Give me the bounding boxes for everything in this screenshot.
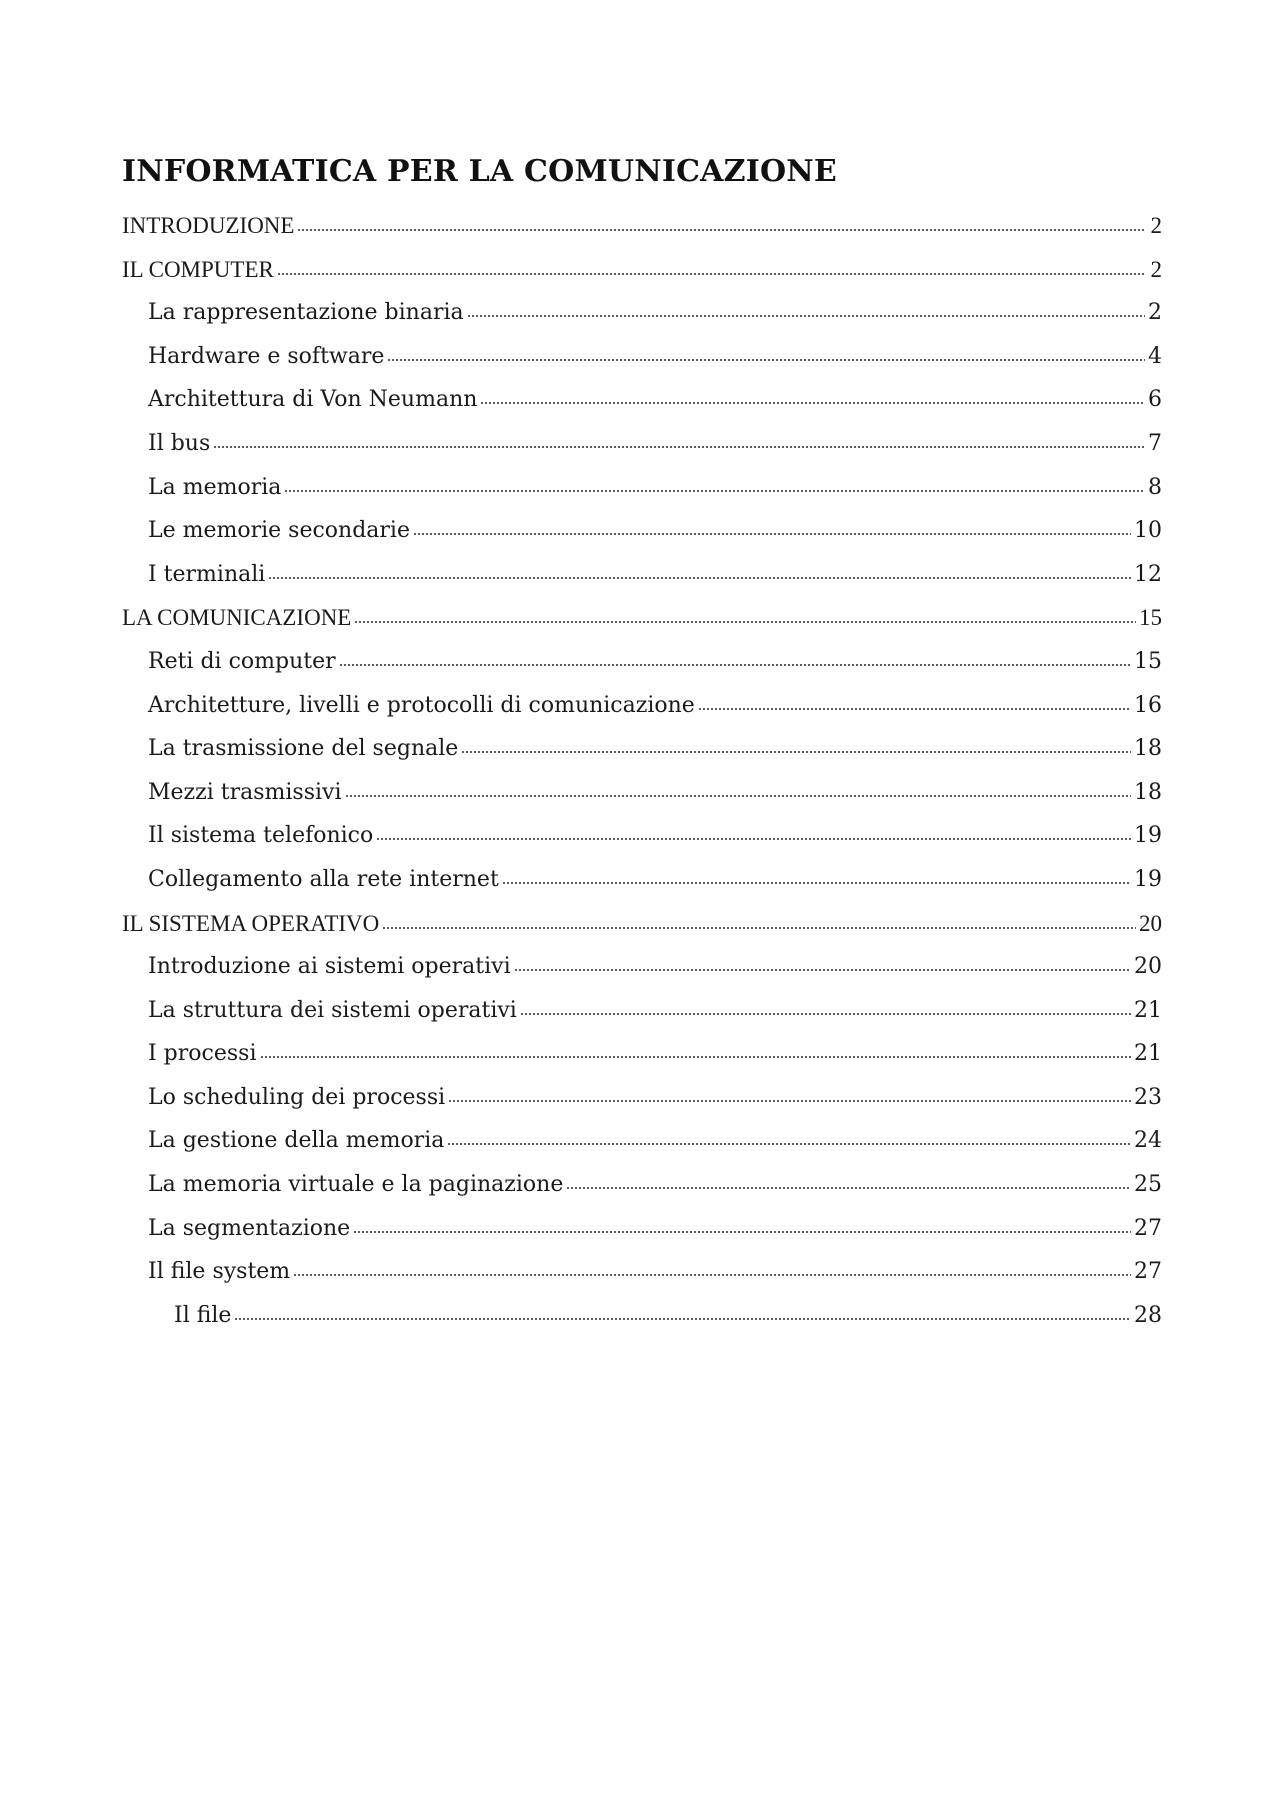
toc-entry-page-number[interactable]: 18 (1134, 736, 1162, 762)
toc-entry-label[interactable]: Il bus (148, 430, 211, 456)
toc-entry-page-number[interactable]: 15 (1139, 605, 1162, 631)
toc-entry-page-number[interactable]: 6 (1148, 387, 1162, 413)
toc-entry-page-number[interactable]: 16 (1134, 692, 1162, 718)
toc-dot-leader (376, 836, 1131, 842)
toc-entry-label[interactable]: La struttura dei sistemi operativi (148, 997, 517, 1023)
toc-dot-leader (339, 662, 1131, 668)
toc-entry[interactable] (122, 339, 1162, 383)
toc-dot-leader (698, 706, 1131, 712)
toc-entry[interactable] (122, 382, 1162, 426)
toc-dot-leader (448, 1098, 1131, 1104)
toc-entry[interactable] (122, 1254, 1162, 1298)
toc-entry[interactable] (122, 1036, 1162, 1080)
toc-dot-leader (566, 1185, 1131, 1191)
toc-dot-leader (234, 1316, 1131, 1322)
toc-entry-page-number[interactable]: 7 (1148, 430, 1162, 456)
toc-entry[interactable] (122, 818, 1162, 862)
toc-dot-leader (277, 271, 1145, 277)
toc-entry[interactable] (122, 208, 1162, 252)
toc-entry-label[interactable]: Il file system (148, 1259, 291, 1285)
toc-dot-leader (387, 357, 1145, 363)
toc-entry[interactable] (122, 295, 1162, 339)
toc-entry-label[interactable]: Il sistema telefonico (148, 823, 374, 849)
toc-entry[interactable] (122, 731, 1162, 775)
toc-entry-label[interactable]: IL SISTEMA OPERATIVO (122, 910, 380, 936)
toc-entry-page-number[interactable]: 21 (1134, 997, 1162, 1023)
table-of-contents (122, 208, 1162, 1341)
toc-entry-page-number[interactable]: 18 (1134, 779, 1162, 805)
toc-entry[interactable] (122, 252, 1162, 296)
toc-entry[interactable] (122, 688, 1162, 732)
toc-entry-label[interactable]: La gestione della memoria (148, 1128, 445, 1154)
toc-entry-label[interactable]: IL COMPUTER (122, 256, 274, 282)
toc-entry-label[interactable]: Collegamento alla rete internet (148, 866, 499, 892)
toc-entry-page-number[interactable]: 10 (1134, 518, 1162, 544)
toc-entry-label[interactable]: La memoria virtuale e la paginazione (148, 1172, 564, 1198)
toc-entry-label[interactable]: I processi (148, 1041, 257, 1067)
toc-entry[interactable] (122, 1298, 1162, 1342)
toc-dot-leader (260, 1054, 1132, 1060)
toc-entry[interactable] (122, 470, 1162, 514)
toc-entry[interactable] (122, 949, 1162, 993)
toc-entry-page-number[interactable]: 2 (1148, 300, 1162, 326)
toc-dot-leader (353, 1229, 1131, 1235)
toc-dot-leader (520, 1011, 1131, 1017)
toc-dot-leader (293, 1272, 1131, 1278)
toc-entry-page-number[interactable]: 12 (1134, 561, 1162, 587)
toc-entry[interactable] (122, 906, 1162, 950)
toc-entry[interactable] (122, 1123, 1162, 1167)
toc-dot-leader (467, 313, 1145, 319)
toc-entry-page-number[interactable]: 20 (1134, 954, 1162, 980)
toc-entry[interactable] (122, 862, 1162, 906)
toc-dot-leader (514, 967, 1131, 973)
toc-entry-label[interactable]: Hardware e software (148, 343, 385, 369)
toc-entry-page-number[interactable]: 15 (1134, 648, 1162, 674)
toc-entry-label[interactable]: LA COMUNICAZIONE (122, 605, 352, 631)
toc-entry-label[interactable]: Mezzi trasmissivi (148, 779, 342, 805)
toc-entry-page-number[interactable]: 25 (1134, 1172, 1162, 1198)
toc-dot-leader (480, 400, 1145, 406)
toc-entry-label[interactable]: La memoria (148, 474, 282, 500)
toc-entry-label[interactable]: Architettura di Von Neumann (148, 387, 478, 413)
toc-entry[interactable] (122, 426, 1162, 470)
toc-dot-leader (413, 531, 1131, 537)
toc-entry-label[interactable]: La segmentazione (148, 1215, 351, 1241)
toc-entry-page-number[interactable]: 27 (1134, 1259, 1162, 1285)
toc-entry[interactable] (122, 600, 1162, 644)
toc-entry-page-number[interactable]: 27 (1134, 1215, 1162, 1241)
toc-dot-leader (268, 575, 1131, 581)
toc-entry-label[interactable]: Le memorie secondarie (148, 518, 410, 544)
toc-entry-page-number[interactable]: 2 (1150, 256, 1162, 282)
toc-entry-page-number[interactable]: 19 (1134, 823, 1162, 849)
toc-entry-label[interactable]: La trasmissione del segnale (148, 736, 459, 762)
toc-dot-leader (461, 749, 1131, 755)
toc-entry[interactable] (122, 557, 1162, 601)
toc-dot-leader (345, 793, 1132, 799)
toc-entry-page-number[interactable]: 19 (1134, 866, 1162, 892)
toc-entry-label[interactable]: Il file (174, 1302, 232, 1328)
toc-dot-leader (284, 488, 1145, 494)
toc-entry[interactable] (122, 775, 1162, 819)
document-title: INFORMATICA PER LA COMUNICAZIONE (122, 154, 837, 189)
toc-entry-page-number[interactable]: 21 (1134, 1041, 1162, 1067)
toc-entry[interactable] (122, 993, 1162, 1037)
toc-entry-label[interactable]: Lo scheduling dei processi (148, 1084, 446, 1110)
toc-entry-label[interactable]: La rappresentazione binaria (148, 300, 464, 326)
toc-entry-page-number[interactable]: 28 (1134, 1302, 1162, 1328)
toc-entry-label[interactable]: I terminali (148, 561, 266, 587)
toc-entry-page-number[interactable]: 4 (1148, 343, 1162, 369)
toc-dot-leader (213, 444, 1145, 450)
toc-entry-label[interactable]: Introduzione ai sistemi operativi (148, 954, 511, 980)
toc-dot-leader (354, 619, 1136, 625)
toc-dot-leader (382, 925, 1136, 931)
toc-entry-page-number[interactable]: 20 (1139, 910, 1162, 936)
toc-entry-label[interactable]: Reti di computer (148, 648, 336, 674)
toc-entry-page-number[interactable]: 2 (1150, 213, 1162, 238)
toc-dot-leader (447, 1141, 1131, 1147)
toc-entry-label[interactable]: Architetture, livelli e protocolli di comunicazione (148, 692, 695, 718)
toc-dot-leader (297, 227, 1145, 233)
toc-entry[interactable] (122, 1211, 1162, 1255)
toc-entry-page-number[interactable]: 8 (1148, 474, 1162, 500)
toc-entry-page-number[interactable]: 24 (1134, 1128, 1162, 1154)
toc-entry-page-number[interactable]: 23 (1134, 1084, 1162, 1110)
toc-dot-leader (502, 880, 1131, 886)
toc-entry[interactable] (122, 1080, 1162, 1124)
toc-entry[interactable] (122, 513, 1162, 557)
toc-entry[interactable] (122, 644, 1162, 688)
toc-entry[interactable] (122, 1167, 1162, 1211)
toc-entry-label[interactable]: INTRODUZIONE (122, 213, 295, 238)
